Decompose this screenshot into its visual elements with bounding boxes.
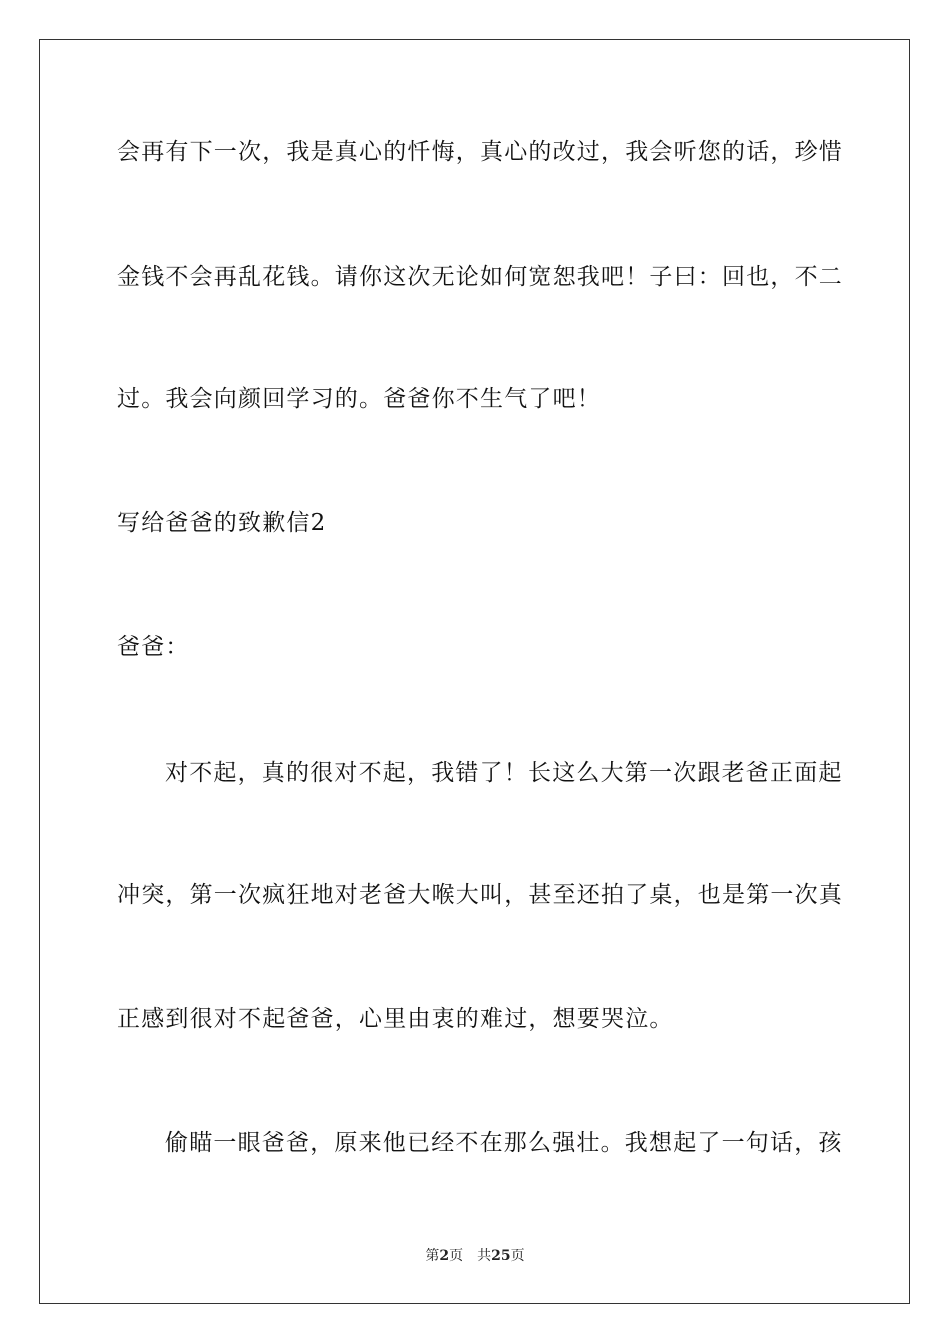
total-suffix: 页 [510, 1248, 525, 1264]
body-line-1: 会再有下一次，我是真心的忏悔，真心的改过，我会听您的话，珍惜 [117, 139, 843, 165]
salutation: 爸爸： [117, 634, 190, 660]
total-prefix: 共 [477, 1248, 492, 1264]
page-suffix: 页 [449, 1248, 464, 1264]
page-prefix: 第 [425, 1248, 440, 1264]
body-line-3: 过。我会向颜回学习的。爸爸你不生气了吧！ [117, 386, 601, 412]
section-heading: 写给爸爸的致歉信2 [117, 510, 327, 536]
page-number: 2 [439, 1248, 450, 1264]
paragraph2-line-1: 偷瞄一眼爸爸，原来他已经不在那么强壮。我想起了一句话，孩 [165, 1130, 843, 1156]
body-line-2: 金钱不会再乱花钱。请你这次无论如何宽恕我吧！子曰：回也，不二 [117, 264, 843, 290]
paragraph1-line-1: 对不起，真的很对不起，我错了！长这么大第一次跟老爸正面起 [165, 760, 843, 786]
page-border [39, 39, 910, 1304]
paragraph1-line-3: 正感到很对不起爸爸，心里由衷的难过，想要哭泣。 [117, 1006, 674, 1032]
page-footer [0, 1246, 950, 1266]
total-pages: 25 [491, 1248, 511, 1264]
paragraph1-line-2: 冲突，第一次疯狂地对老爸大喉大叫，甚至还拍了桌，也是第一次真 [117, 882, 843, 908]
